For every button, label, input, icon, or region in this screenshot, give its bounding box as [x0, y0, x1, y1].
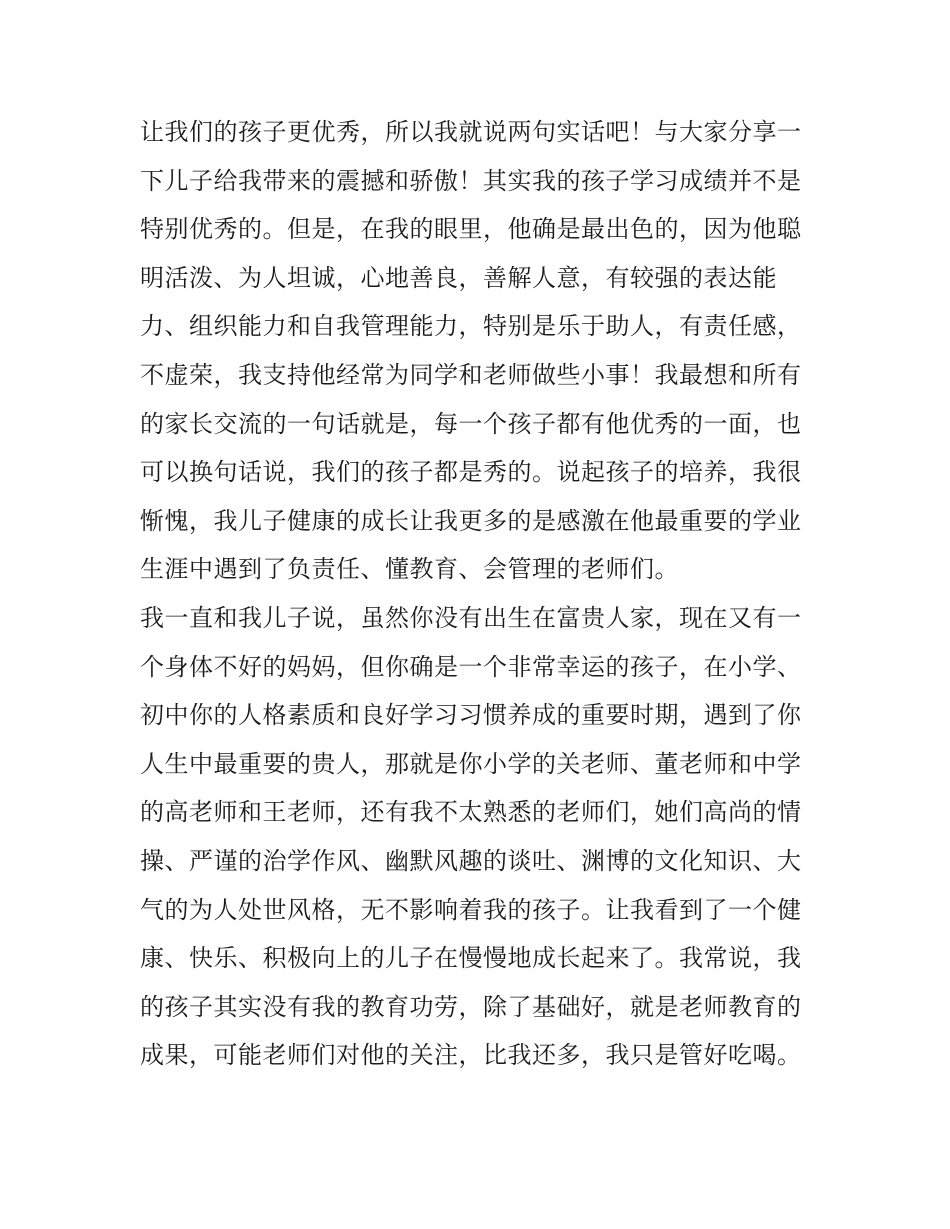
text-line: 下儿子给我带来的震撼和骄傲！其实我的孩子学习成绩并不是 — [140, 166, 802, 195]
text-line: 康、快乐、积极向上的儿子在慢慢地成长起来了。我常说，我 — [140, 944, 802, 973]
text-line: 可以换句话说，我们的孩子都是秀的。说起孩子的培养，我很 — [140, 458, 802, 487]
text-line: 的家长交流的一句话就是，每一个孩子都有他优秀的一面，也 — [140, 409, 802, 438]
text-line: 惭愧，我儿子健康的成长让我更多的是感激在他最重要的学业 — [140, 506, 802, 535]
text-line: 让我们的孩子更优秀，所以我就说两句实话吧！与大家分享一 — [140, 118, 802, 146]
text-line: 生涯中遇到了负责任、懂教育、会管理的老师们。 — [140, 555, 679, 584]
text-line: 气的为人处世风格，无不影响着我的孩子。让我看到了一个健 — [140, 895, 802, 924]
body-text — [140, 108, 820, 1080]
text-line: 的高老师和王老师，还有我不太熟悉的老师们，她们高尚的情 — [140, 798, 802, 827]
text-line: 的孩子其实没有我的教育功劳，除了基础好，就是老师教育的 — [140, 992, 802, 1021]
text-line: 特别优秀的。但是，在我的眼里，他确是最出色的，因为他聪 — [140, 215, 802, 244]
text-line: 明活泼、为人坦诚，心地善良，善解人意，有较强的表达能 — [140, 263, 777, 292]
text-line: 初中你的人格素质和良好学习习惯养成的重要时期，遇到了你 — [140, 701, 802, 730]
text-line: 个身体不好的妈妈，但你确是一个非常幸运的孩子，在小学、 — [140, 652, 802, 681]
text-line: 操、严谨的治学作风、幽默风趣的谈吐、渊博的文化知识、大 — [140, 846, 802, 875]
text-line: 力、组织能力和自我管理能力，特别是乐于助人，有责任感， — [140, 312, 802, 341]
text-line: 成果，可能老师们对他的关注，比我还多，我只是管好吃喝。 — [140, 1041, 802, 1070]
text-line: 我一直和我儿子说，虽然你没有出生在富贵人家，现在又有一 — [140, 603, 802, 632]
text-line: 人生中最重要的贵人，那就是你小学的关老师、董老师和中学 — [140, 749, 802, 778]
text-line: 不虚荣，我支持他经常为同学和老师做些小事！我最想和所有 — [140, 360, 802, 389]
